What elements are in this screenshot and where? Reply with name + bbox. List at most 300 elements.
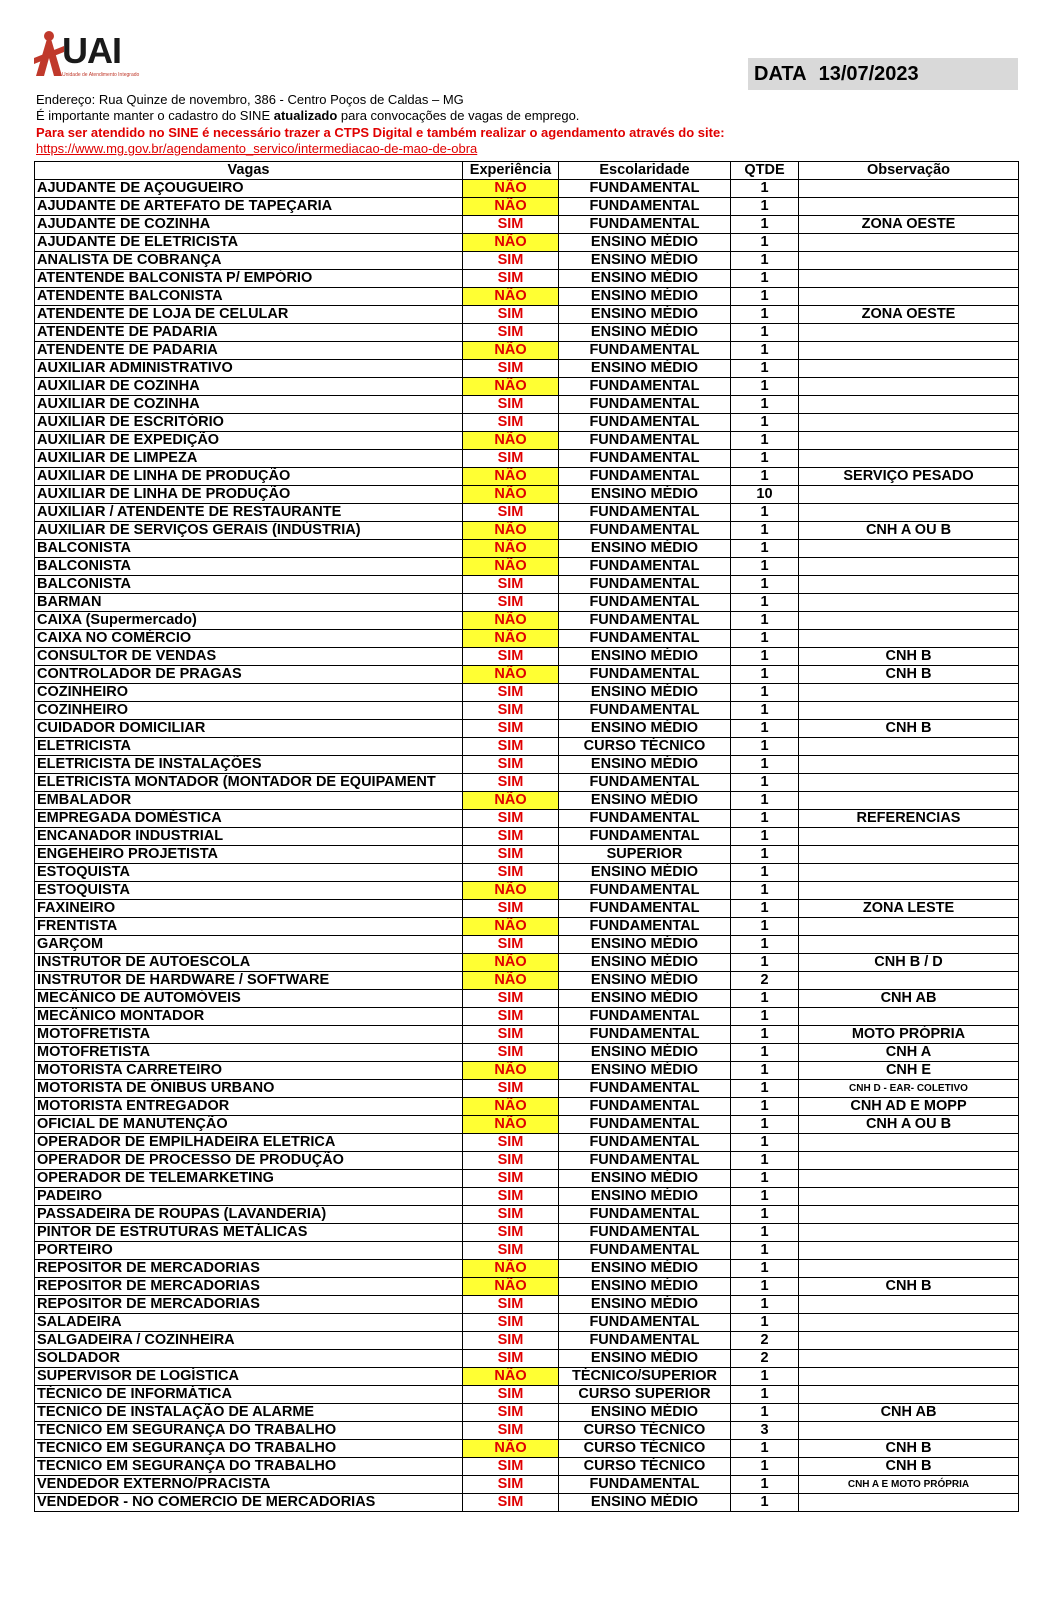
cell-qtde: 1 (731, 1404, 799, 1422)
table-row (35, 1242, 1019, 1260)
cell-qtde: 1 (731, 666, 799, 684)
cell-escolaridade: ENSINO MÉDIO (559, 1350, 731, 1368)
table-row (35, 324, 1019, 342)
table-row (35, 1458, 1019, 1476)
cell-vaga: AUXILIAR DE COZINHA (35, 396, 463, 414)
cell-observacao (799, 756, 1019, 774)
cell-observacao (799, 234, 1019, 252)
cell-qtde: 1 (731, 882, 799, 900)
cell-qtde: 1 (731, 234, 799, 252)
table-row (35, 180, 1019, 198)
cell-escolaridade: ENSINO MÉDIO (559, 648, 731, 666)
cell-experiencia: NÃO (463, 1062, 559, 1080)
cell-escolaridade: ENSINO MÉDIO (559, 234, 731, 252)
cell-vaga: INSTRUTOR DE HARDWARE / SOFTWARE (35, 972, 463, 990)
cell-qtde: 1 (731, 1278, 799, 1296)
cell-experiencia: NÃO (463, 918, 559, 936)
cell-vaga: PASSADEIRA DE ROUPAS (LAVANDERIA) (35, 1206, 463, 1224)
cell-experiencia: SIM (463, 1170, 559, 1188)
cell-escolaridade: FUNDAMENTAL (559, 828, 731, 846)
cell-observacao (799, 774, 1019, 792)
cell-observacao: REFERENCIAS (799, 810, 1019, 828)
cell-observacao: CNH E (799, 1062, 1019, 1080)
cell-observacao: CNH AD E MOPP (799, 1098, 1019, 1116)
table-row (35, 1440, 1019, 1458)
cell-vaga: AUXILIAR DE EXPEDIÇÃO (35, 432, 463, 450)
table-row (35, 1260, 1019, 1278)
cell-experiencia: NÃO (463, 630, 559, 648)
cell-experiencia: NÃO (463, 972, 559, 990)
cell-qtde: 1 (731, 1314, 799, 1332)
cell-qtde: 1 (731, 1098, 799, 1116)
cell-vaga: MOTORISTA ENTREGADOR (35, 1098, 463, 1116)
notice-post: para convocações de vagas de emprego. (337, 108, 580, 123)
cell-experiencia: NÃO (463, 1368, 559, 1386)
cell-experiencia: SIM (463, 1188, 559, 1206)
cell-experiencia: NÃO (463, 540, 559, 558)
cell-vaga: SALGADEIRA / COZINHEIRA (35, 1332, 463, 1350)
cell-qtde: 1 (731, 324, 799, 342)
table-row (35, 450, 1019, 468)
table-row (35, 756, 1019, 774)
cell-vaga: MOTORISTA CARRETEIRO (35, 1062, 463, 1080)
cell-experiencia: SIM (463, 1476, 559, 1494)
cell-qtde: 1 (731, 900, 799, 918)
cell-observacao (799, 918, 1019, 936)
cell-qtde: 1 (731, 936, 799, 954)
cell-vaga: VENDEDOR EXTERNO/PRACISTA (35, 1476, 463, 1494)
cell-vaga: OFICIAL DE MANUTENÇÃO (35, 1116, 463, 1134)
table-row (35, 504, 1019, 522)
cell-experiencia: SIM (463, 1044, 559, 1062)
cell-escolaridade: ENSINO MÉDIO (559, 792, 731, 810)
cell-vaga: CONSULTOR DE VENDAS (35, 648, 463, 666)
cell-vaga: MECÂNICO MONTADOR (35, 1008, 463, 1026)
cell-observacao (799, 1242, 1019, 1260)
cell-escolaridade: FUNDAMENTAL (559, 1026, 731, 1044)
cell-escolaridade: ENSINO MÉDIO (559, 936, 731, 954)
cell-escolaridade: FUNDAMENTAL (559, 450, 731, 468)
cell-experiencia: SIM (463, 1206, 559, 1224)
table-row (35, 522, 1019, 540)
cell-qtde: 1 (731, 1458, 799, 1476)
cell-escolaridade: FUNDAMENTAL (559, 1152, 731, 1170)
cell-qtde: 1 (731, 1224, 799, 1242)
cell-escolaridade: FUNDAMENTAL (559, 396, 731, 414)
table-row (35, 828, 1019, 846)
cell-qtde: 2 (731, 972, 799, 990)
cell-qtde: 1 (731, 1152, 799, 1170)
cell-experiencia: SIM (463, 270, 559, 288)
table-row (35, 990, 1019, 1008)
table-header-row (35, 162, 1019, 180)
cell-qtde: 1 (731, 684, 799, 702)
cell-qtde: 10 (731, 486, 799, 504)
table-row (35, 540, 1019, 558)
table-row (35, 252, 1019, 270)
cell-observacao: CNH A OU B (799, 522, 1019, 540)
cell-experiencia: SIM (463, 1008, 559, 1026)
cell-vaga: GARÇOM (35, 936, 463, 954)
cell-observacao (799, 270, 1019, 288)
cell-qtde: 1 (731, 594, 799, 612)
table-row (35, 558, 1019, 576)
cell-observacao (799, 1494, 1019, 1512)
cell-experiencia: NÃO (463, 342, 559, 360)
cell-observacao (799, 846, 1019, 864)
table-row (35, 774, 1019, 792)
cell-vaga: MOTORISTA DE ÔNIBUS URBANO (35, 1080, 463, 1098)
cell-vaga: EMBALADOR (35, 792, 463, 810)
cell-experiencia: SIM (463, 720, 559, 738)
cell-qtde: 1 (731, 1062, 799, 1080)
jobs-body (35, 180, 1019, 1512)
cell-escolaridade: ENSINO MÉDIO (559, 1278, 731, 1296)
cell-vaga: CONTROLADOR DE PRAGAS (35, 666, 463, 684)
cell-escolaridade: ENSINO MÉDIO (559, 1260, 731, 1278)
cell-vaga: AUXILIAR DE SERVIÇOS GERAIS (INDÚSTRIA) (35, 522, 463, 540)
cell-escolaridade: ENSINO MÉDIO (559, 954, 731, 972)
table-row (35, 1044, 1019, 1062)
cell-vaga: ENCANADOR INDUSTRIAL (35, 828, 463, 846)
cell-vaga: TÉCNICO DE INFORMÁTICA (35, 1386, 463, 1404)
cell-experiencia: SIM (463, 1242, 559, 1260)
cell-escolaridade: FUNDAMENTAL (559, 1476, 731, 1494)
cell-escolaridade: FUNDAMENTAL (559, 1116, 731, 1134)
cell-vaga: INSTRUTOR DE AUTOESCOLA (35, 954, 463, 972)
cell-vaga: ELETRICISTA (35, 738, 463, 756)
cell-qtde: 1 (731, 774, 799, 792)
cell-vaga: MECÂNICO DE AUTOMÓVEIS (35, 990, 463, 1008)
cell-qtde: 1 (731, 630, 799, 648)
cell-vaga: AUXILIAR DE LINHA DE PRODUÇÃO (35, 468, 463, 486)
cell-qtde: 1 (731, 1026, 799, 1044)
cell-vaga: CUIDADOR DOMICILIAR (35, 720, 463, 738)
cell-qtde: 1 (731, 180, 799, 198)
table-row (35, 1350, 1019, 1368)
cell-vaga: AJUDANTE DE ARTEFATO DE TAPEÇARIA (35, 198, 463, 216)
cell-observacao (799, 432, 1019, 450)
cell-experiencia: NÃO (463, 666, 559, 684)
cell-vaga: TECNICO EM SEGURANÇA DO TRABALHO (35, 1422, 463, 1440)
cell-qtde: 1 (731, 216, 799, 234)
cell-observacao (799, 1314, 1019, 1332)
table-row (35, 1278, 1019, 1296)
table-row (35, 810, 1019, 828)
date-box (748, 58, 1018, 90)
cell-escolaridade: FUNDAMENTAL (559, 882, 731, 900)
cell-experiencia: SIM (463, 648, 559, 666)
cell-observacao: CNH B (799, 1278, 1019, 1296)
cell-observacao (799, 630, 1019, 648)
cell-escolaridade: FUNDAMENTAL (559, 198, 731, 216)
table-row (35, 342, 1019, 360)
cell-experiencia: NÃO (463, 234, 559, 252)
cell-escolaridade: FUNDAMENTAL (559, 918, 731, 936)
cell-experiencia: NÃO (463, 180, 559, 198)
cell-qtde: 1 (731, 468, 799, 486)
table-row (35, 864, 1019, 882)
cell-observacao: CNH B / D (799, 954, 1019, 972)
cell-qtde: 1 (731, 1368, 799, 1386)
table-row (35, 1170, 1019, 1188)
cell-observacao: CNH A (799, 1044, 1019, 1062)
table-row (35, 1422, 1019, 1440)
cell-observacao: CNH B (799, 720, 1019, 738)
logo-text: UAI (62, 30, 121, 71)
cell-qtde: 1 (731, 270, 799, 288)
cell-vaga: CAIXA (Supermercado) (35, 612, 463, 630)
cell-vaga: TECNICO EM SEGURANÇA DO TRABALHO (35, 1458, 463, 1476)
cell-qtde: 1 (731, 918, 799, 936)
cell-qtde: 1 (731, 828, 799, 846)
cell-observacao (799, 360, 1019, 378)
cell-experiencia: SIM (463, 1386, 559, 1404)
cell-vaga: AJUDANTE DE COZINHA (35, 216, 463, 234)
cell-experiencia: SIM (463, 756, 559, 774)
notice-pre: É importante manter o cadastro do SINE (36, 108, 274, 123)
cell-experiencia: SIM (463, 828, 559, 846)
table-row (35, 486, 1019, 504)
table-row (35, 396, 1019, 414)
cell-experiencia: SIM (463, 1314, 559, 1332)
cell-escolaridade: ENSINO MÉDIO (559, 360, 731, 378)
cell-qtde: 1 (731, 1080, 799, 1098)
table-row (35, 702, 1019, 720)
cell-observacao (799, 1188, 1019, 1206)
cell-escolaridade: CURSO TÉCNICO (559, 738, 731, 756)
cell-vaga: REPOSITOR DE MERCADORIAS (35, 1260, 463, 1278)
cell-qtde: 1 (731, 1296, 799, 1314)
cell-observacao (799, 1422, 1019, 1440)
table-row (35, 1224, 1019, 1242)
cell-observacao (799, 828, 1019, 846)
cell-qtde: 1 (731, 558, 799, 576)
cell-qtde: 1 (731, 720, 799, 738)
cell-escolaridade: FUNDAMENTAL (559, 1332, 731, 1350)
cell-observacao (799, 936, 1019, 954)
cell-qtde: 1 (731, 1008, 799, 1026)
cell-observacao (799, 198, 1019, 216)
cell-experiencia: NÃO (463, 1116, 559, 1134)
cell-qtde: 1 (731, 540, 799, 558)
cell-experiencia: NÃO (463, 486, 559, 504)
cell-vaga: SALADEIRA (35, 1314, 463, 1332)
cell-observacao (799, 288, 1019, 306)
cell-observacao: CNH A E MOTO PRÓPRIA (799, 1476, 1019, 1494)
cell-escolaridade: FUNDAMENTAL (559, 504, 731, 522)
table-row (35, 1314, 1019, 1332)
table-row (35, 1134, 1019, 1152)
cell-experiencia: SIM (463, 216, 559, 234)
table-row (35, 360, 1019, 378)
cell-escolaridade: ENSINO MÉDIO (559, 864, 731, 882)
cell-escolaridade: FUNDAMENTAL (559, 378, 731, 396)
cell-experiencia: SIM (463, 1422, 559, 1440)
table-row (35, 1026, 1019, 1044)
cell-experiencia: NÃO (463, 792, 559, 810)
cell-observacao: CNH B (799, 1440, 1019, 1458)
cell-observacao (799, 180, 1019, 198)
header-vagas: Vagas (35, 162, 463, 180)
table-row (35, 648, 1019, 666)
cell-experiencia: SIM (463, 306, 559, 324)
cell-observacao (799, 450, 1019, 468)
cell-escolaridade: FUNDAMENTAL (559, 702, 731, 720)
cell-qtde: 1 (731, 1188, 799, 1206)
cell-vaga: ATENDENTE DE LOJA DE CELULAR (35, 306, 463, 324)
cell-escolaridade: FUNDAMENTAL (559, 810, 731, 828)
cell-vaga: REPOSITOR DE MERCADORIAS (35, 1296, 463, 1314)
table-row (35, 1206, 1019, 1224)
cell-qtde: 1 (731, 738, 799, 756)
cell-experiencia: SIM (463, 450, 559, 468)
cell-vaga: COZINHEIRO (35, 702, 463, 720)
cell-escolaridade: FUNDAMENTAL (559, 558, 731, 576)
uai-logo (34, 26, 140, 82)
cell-qtde: 1 (731, 396, 799, 414)
cell-qtde: 1 (731, 1494, 799, 1512)
cell-observacao: ZONA OESTE (799, 216, 1019, 234)
cell-qtde: 1 (731, 576, 799, 594)
cell-escolaridade: TÉCNICO/SUPERIOR (559, 1368, 731, 1386)
cell-vaga: PADEIRO (35, 1188, 463, 1206)
table-row (35, 936, 1019, 954)
table-row (35, 1008, 1019, 1026)
cell-experiencia: SIM (463, 702, 559, 720)
cell-vaga: ATENDENTE DE PADARIA (35, 324, 463, 342)
cell-vaga: AUXILIAR DE COZINHA (35, 378, 463, 396)
cell-qtde: 1 (731, 648, 799, 666)
cell-escolaridade: FUNDAMENTAL (559, 900, 731, 918)
cell-vaga: AJUDANTE DE AÇOUGUEIRO (35, 180, 463, 198)
cell-qtde: 1 (731, 198, 799, 216)
cell-observacao (799, 378, 1019, 396)
cell-escolaridade: CURSO TÉCNICO (559, 1440, 731, 1458)
cell-experiencia: SIM (463, 738, 559, 756)
cell-escolaridade: ENSINO MÉDIO (559, 306, 731, 324)
table-row (35, 1098, 1019, 1116)
table-row (35, 1062, 1019, 1080)
cell-observacao (799, 414, 1019, 432)
table-row (35, 846, 1019, 864)
table-row (35, 1404, 1019, 1422)
cell-qtde: 1 (731, 612, 799, 630)
cell-escolaridade: ENSINO MÉDIO (559, 324, 731, 342)
cell-vaga: ANALISTA DE COBRANÇA (35, 252, 463, 270)
agendamento-link[interactable]: https://www.mg.gov.br/agendamento_servico/intermediacao-de-mao-de-obra (36, 141, 478, 156)
cell-observacao (799, 792, 1019, 810)
cell-qtde: 1 (731, 1440, 799, 1458)
cell-experiencia: NÃO (463, 1440, 559, 1458)
cell-vaga: TECNICO EM SEGURANÇA DO TRABALHO (35, 1440, 463, 1458)
cell-qtde: 1 (731, 450, 799, 468)
cell-vaga: MOTOFRETISTA (35, 1044, 463, 1062)
cell-vaga: OPERADOR DE TELEMARKETING (35, 1170, 463, 1188)
cell-vaga: AJUDANTE DE ELETRICISTA (35, 234, 463, 252)
cell-vaga: BALCONISTA (35, 576, 463, 594)
cell-observacao (799, 1134, 1019, 1152)
table-row (35, 684, 1019, 702)
cell-escolaridade: ENSINO MÉDIO (559, 1044, 731, 1062)
cell-escolaridade: ENSINO MÉDIO (559, 720, 731, 738)
table-row (35, 468, 1019, 486)
cell-observacao (799, 1152, 1019, 1170)
cell-qtde: 1 (731, 1170, 799, 1188)
cell-vaga: OPERADOR DE PROCESSO DE PRODUÇÃO (35, 1152, 463, 1170)
cell-escolaridade: ENSINO MÉDIO (559, 1188, 731, 1206)
cell-vaga: BARMAN (35, 594, 463, 612)
cell-experiencia: SIM (463, 1080, 559, 1098)
cell-observacao: CNH AB (799, 1404, 1019, 1422)
cell-escolaridade: FUNDAMENTAL (559, 1314, 731, 1332)
cell-vaga: AUXILIAR ADMINISTRATIVO (35, 360, 463, 378)
cell-observacao (799, 1350, 1019, 1368)
cell-qtde: 1 (731, 756, 799, 774)
cell-observacao (799, 882, 1019, 900)
cell-observacao (799, 504, 1019, 522)
header-qtde: QTDE (731, 162, 799, 180)
cell-escolaridade: ENSINO MÉDIO (559, 1062, 731, 1080)
table-row (35, 306, 1019, 324)
cell-qtde: 1 (731, 360, 799, 378)
table-row (35, 720, 1019, 738)
cell-experiencia: SIM (463, 1026, 559, 1044)
table-row (35, 900, 1019, 918)
cell-escolaridade: FUNDAMENTAL (559, 1008, 731, 1026)
date-value: 13/07/2023 (818, 63, 919, 85)
cell-observacao (799, 684, 1019, 702)
cell-vaga: EMPREGADA DOMÉSTICA (35, 810, 463, 828)
cell-observacao (799, 612, 1019, 630)
cell-escolaridade: FUNDAMENTAL (559, 432, 731, 450)
cell-observacao (799, 342, 1019, 360)
cell-vaga: FRENTISTA (35, 918, 463, 936)
cell-experiencia: SIM (463, 252, 559, 270)
cell-experiencia: SIM (463, 846, 559, 864)
cell-qtde: 1 (731, 1116, 799, 1134)
cell-escolaridade: FUNDAMENTAL (559, 468, 731, 486)
cell-vaga: AUXILIAR DE ESCRITÓRIO (35, 414, 463, 432)
table-row (35, 270, 1019, 288)
cell-experiencia: NÃO (463, 468, 559, 486)
cell-observacao (799, 558, 1019, 576)
cell-escolaridade: ENSINO MÉDIO (559, 486, 731, 504)
cell-experiencia: NÃO (463, 1098, 559, 1116)
cell-qtde: 1 (731, 1260, 799, 1278)
table-row (35, 1152, 1019, 1170)
uai-person-icon (34, 28, 64, 80)
cell-qtde: 1 (731, 504, 799, 522)
table-row (35, 414, 1019, 432)
cell-vaga: ESTOQUISTA (35, 864, 463, 882)
cell-vaga: BALCONISTA (35, 558, 463, 576)
cell-qtde: 1 (731, 252, 799, 270)
date-label: DATA (754, 63, 807, 85)
cell-vaga: CAIXA NO COMÉRCIO (35, 630, 463, 648)
cell-experiencia: NÃO (463, 1260, 559, 1278)
table-row (35, 378, 1019, 396)
cell-observacao (799, 576, 1019, 594)
cell-observacao: CNH A OU B (799, 1116, 1019, 1134)
cell-experiencia: NÃO (463, 882, 559, 900)
cell-qtde: 1 (731, 378, 799, 396)
warning-line: Para ser atendido no SINE é necessário trazer a CTPS Digital e também realizar o agendamento através do site: (36, 125, 725, 140)
table-row (35, 1332, 1019, 1350)
cell-experiencia: SIM (463, 1332, 559, 1350)
table-row (35, 1494, 1019, 1512)
cell-experiencia: SIM (463, 1224, 559, 1242)
